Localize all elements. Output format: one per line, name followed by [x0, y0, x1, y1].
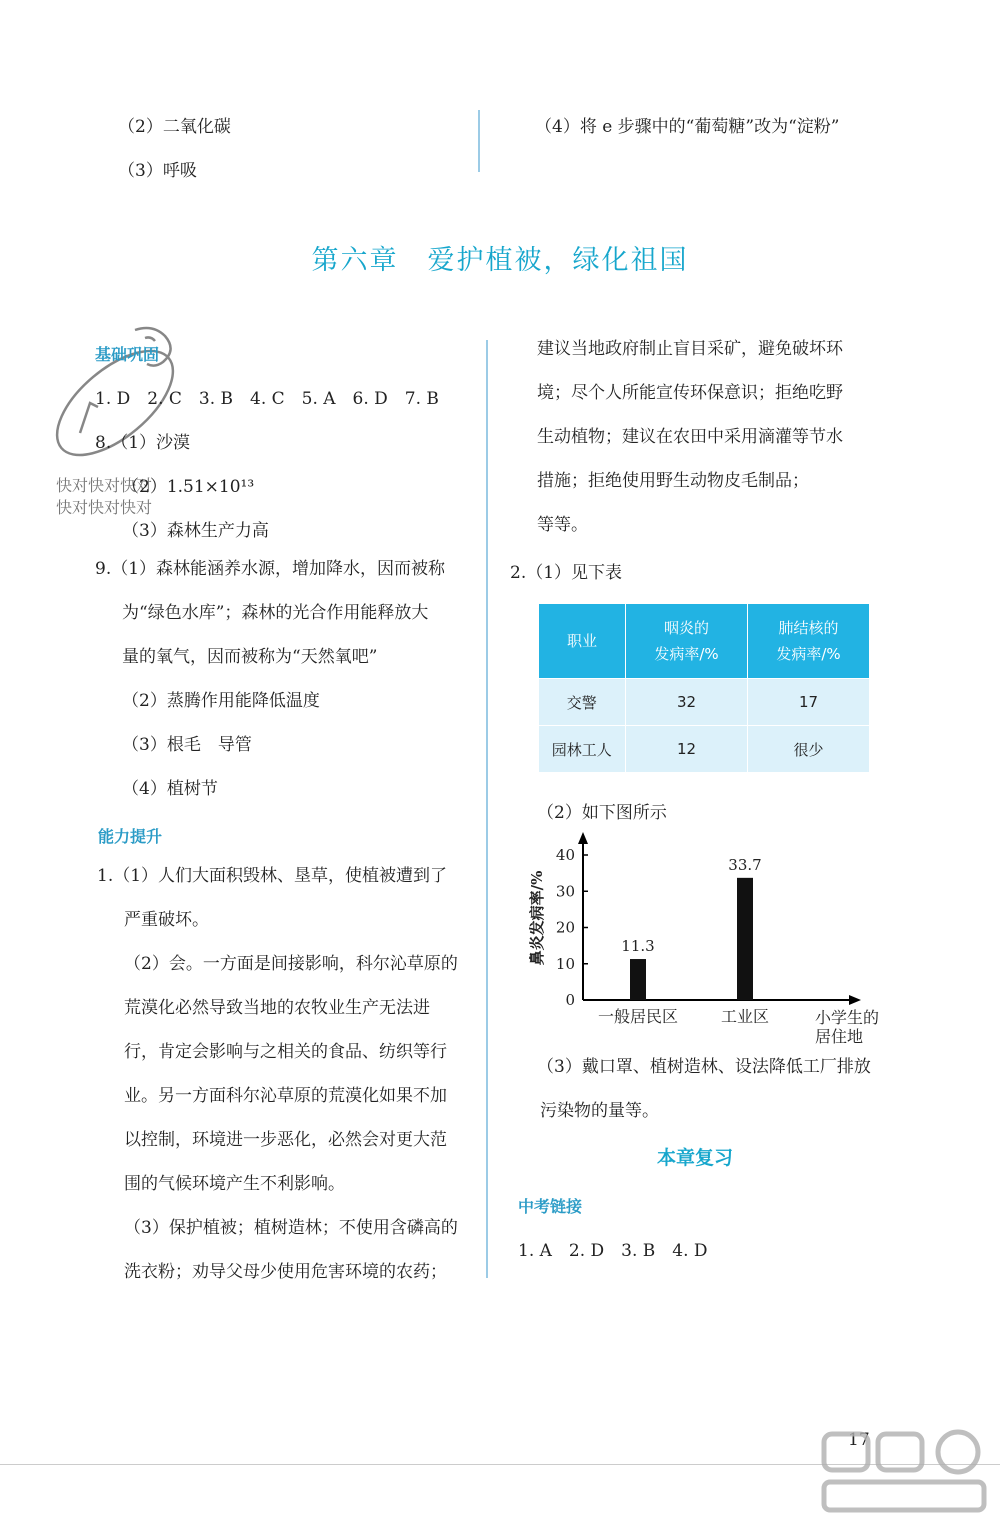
- ability-q1-line-8: 围的气候环境产生不利影响。: [124, 1174, 345, 1194]
- watermark-line-1: 快对快对快对: [56, 476, 153, 495]
- exam-answers: 1. A 2. D 3. B 4. D: [518, 1241, 708, 1261]
- bar-value-label: 33.7: [728, 855, 762, 874]
- y-tick-label: 10: [555, 954, 575, 973]
- rhinitis-bar-chart: [515, 830, 895, 1050]
- ability-q1-line-7: 以控制，环境进一步恶化，必然会对更大范: [124, 1130, 447, 1150]
- exam-heading: 中考链接: [518, 1197, 583, 1216]
- answers-row: 1. D 2. C 3. B 4. C 5. A 6. D 7. B: [95, 389, 439, 409]
- continued-line-1: 建议当地政府制止盲目采矿，避免破坏环: [537, 339, 843, 359]
- ability-q1-block: [97, 854, 458, 1294]
- q9-line-2: 为“绿色水库”；森林的光合作用能释放大: [122, 603, 429, 623]
- q2-3-line-1: （3）戴口罩、植树造林、设法降低工厂排放: [537, 1057, 871, 1077]
- watermark-line-2: 快对快对快对: [56, 498, 153, 517]
- table-cell: 交警: [539, 679, 626, 726]
- ability-q1-line-3: （2）会。一方面是间接影响，科尔沁草原的: [124, 954, 458, 974]
- table-header-row: [539, 604, 870, 679]
- page-number: 17: [848, 1430, 870, 1450]
- q2-3-block: [537, 1045, 871, 1133]
- continued-line-2: 境；尽个人所能宣传环保意识；拒绝吃野: [537, 383, 843, 403]
- ability-q1-line-5: 行，肯定会影响与之相关的食品、纺织等行: [124, 1042, 447, 1062]
- y-tick-label: 30: [555, 882, 575, 901]
- y-axis-arrow: [578, 832, 588, 844]
- q2-2: （2）如下图所示: [537, 803, 667, 823]
- table-cell: 32: [626, 679, 748, 726]
- q9-line-5: （3）根毛 导管: [122, 735, 252, 755]
- q9-line-3: 量的氧气，因而被称为“天然氧吧”: [122, 647, 378, 667]
- table-header-occupation: 职业: [539, 604, 626, 679]
- q9-line-4: （2）蒸腾作用能降低温度: [122, 691, 320, 711]
- continued-line-3: 生动植物；建议在农田中采用滴灌等节水: [537, 427, 843, 447]
- y-tick-label: 40: [555, 846, 575, 864]
- q8-1: 8.（1）沙漠: [95, 433, 191, 453]
- y-tick-label: 0: [565, 991, 575, 1009]
- ability-q1-line-2: 严重破坏。: [124, 910, 209, 930]
- bar: [630, 959, 646, 1000]
- chapter-title: 第六章 爱护植被，绿化祖国: [311, 245, 689, 276]
- q9-block: [95, 547, 445, 811]
- table-cell: 12: [626, 726, 748, 773]
- bar-value-label: 11.3: [621, 937, 655, 956]
- top-right-line: （4）将 e 步骤中的“葡萄糖”改为“淀粉”: [535, 117, 840, 137]
- table-row: [539, 679, 870, 726]
- ability-q1-line-1: 1.（1）人们大面积毁林、垦草，使植被遭到了: [97, 866, 448, 886]
- top-left-line-2: （3）呼吸: [118, 161, 197, 181]
- chart-ylabel: 鼻炎发病率/%: [528, 870, 546, 966]
- ability-q1-line-9: （3）保护植被；植树造林；不使用含磷高的: [124, 1218, 458, 1238]
- category-label: 工业区: [720, 1007, 770, 1026]
- continued-line-4: 措施；拒绝使用野生动物皮毛制品；: [537, 471, 809, 491]
- q9-line-6: （4）植树节: [122, 779, 218, 799]
- q9-line-1: 9.（1）森林能涵养水源，增加降水，因而被称: [95, 559, 446, 579]
- ability-heading: 能力提升: [98, 827, 163, 846]
- incidence-table: [538, 603, 870, 772]
- continued-block: [537, 327, 843, 547]
- table-row: [539, 726, 870, 773]
- q8-2: （2）1.51×10¹³: [122, 477, 255, 497]
- corner-logo: [818, 1428, 990, 1516]
- ability-q1-line-6: 业。另一方面科尔沁草原的荒漠化如果不加: [124, 1086, 447, 1106]
- table-cell: 园林工人: [539, 726, 626, 773]
- table-header-pharyngitis: 咽炎的 发病率/%: [626, 604, 748, 679]
- basic-heading: 基础巩固: [95, 345, 160, 364]
- chart-xlabel-line-2: 居住地: [814, 1027, 864, 1046]
- top-left-line-1: （2）二氧化碳: [118, 117, 231, 137]
- top-column-divider: [478, 110, 480, 172]
- ability-q1-line-10: 洗衣粉；劝导父母少使用危害环境的农药；: [124, 1262, 447, 1282]
- table-cell: 17: [748, 679, 870, 726]
- q2-3-line-2: 污染物的量等。: [540, 1101, 659, 1121]
- q2-1: 2.（1）见下表: [510, 563, 623, 583]
- main-column-divider: [486, 340, 488, 1278]
- y-tick-label: 20: [555, 918, 575, 937]
- continued-line-5: 等等。: [537, 515, 588, 535]
- bar: [737, 878, 753, 1000]
- review-heading: 本章复习: [656, 1147, 733, 1169]
- table-cell: 很少: [748, 726, 870, 773]
- table-header-tuberculosis: 肺结核的 发病率/%: [748, 604, 870, 679]
- q8-3: （3）森林生产力高: [122, 521, 269, 541]
- category-label: 一般居民区: [597, 1007, 679, 1026]
- x-axis-arrow: [849, 995, 861, 1005]
- chart-xlabel-line-1: 小学生的: [814, 1008, 880, 1027]
- ability-q1-line-4: 荒漠化必然导致当地的农牧业生产无法进: [124, 998, 430, 1018]
